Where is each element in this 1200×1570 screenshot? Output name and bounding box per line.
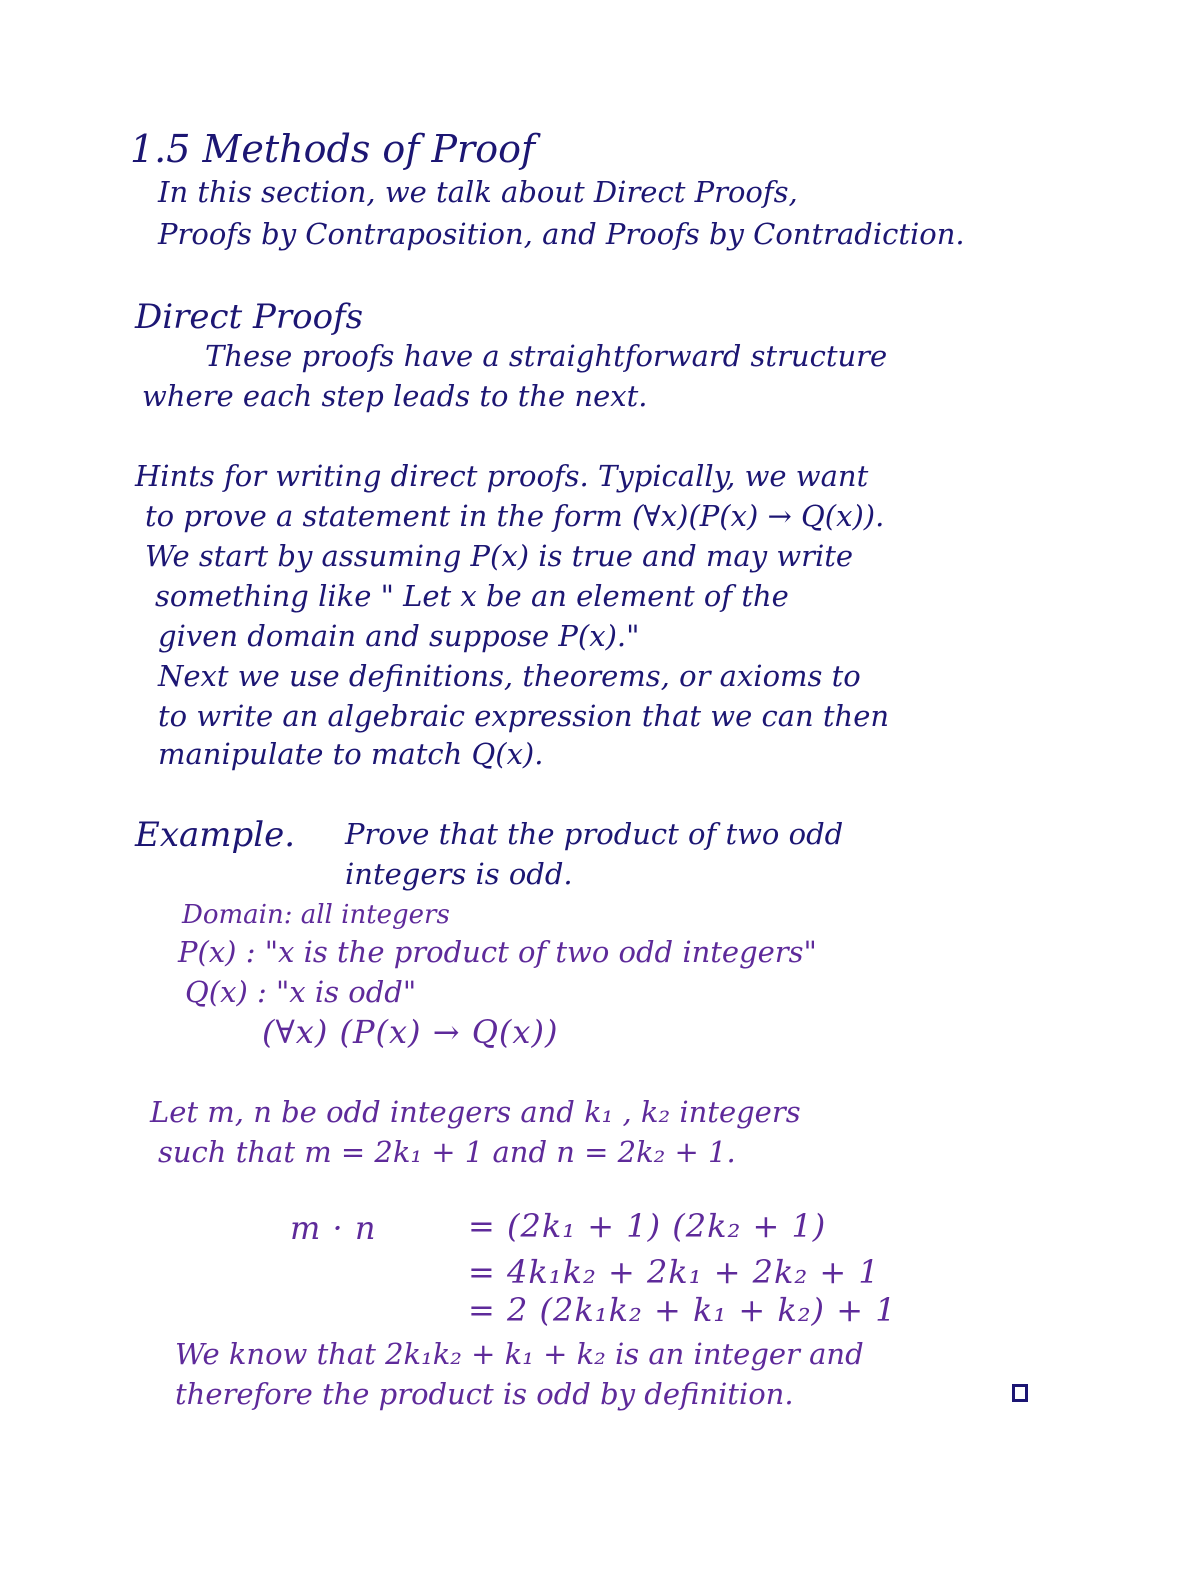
conclusion-line-1: We know that 2k₁k₂ + k₁ + k₂ is an integer and xyxy=(175,1337,864,1371)
hints-line-5: given domain and suppose P(x)." xyxy=(158,619,640,653)
hints-line-2: to prove a statement in the form (∀x)(P(x) → Q(x)). xyxy=(145,499,885,533)
direct-proofs-line-2: where each step leads to the next. xyxy=(142,379,648,413)
hints-line-1: Hints for writing direct proofs. Typically, we want xyxy=(135,459,869,493)
hints-line-6: Next we use definitions, theorems, or axioms to xyxy=(158,659,861,693)
hints-line-3: We start by assuming P(x) is true and may write xyxy=(145,539,854,573)
example-label: Example. xyxy=(135,815,296,855)
q-definition: Q(x) : "x is odd" xyxy=(185,975,417,1009)
derivation-step-1: = (2k₁ + 1) (2k₂ + 1) xyxy=(468,1207,827,1245)
hints-line-4: something like " Let x be an element of the xyxy=(155,579,789,613)
qed-square-icon xyxy=(1012,1384,1028,1402)
page-title: 1.5 Methods of Proof xyxy=(130,127,536,171)
direct-proofs-line-1: These proofs have a straightforward structure xyxy=(205,339,888,373)
intro-line-1: In this section, we talk about Direct Proofs, xyxy=(158,175,798,209)
derivation-step-2: = 4k₁k₂ + 2k₁ + 2k₂ + 1 xyxy=(468,1253,880,1291)
hints-line-8: manipulate to match Q(x). xyxy=(158,737,544,771)
intro-line-2: Proofs by Contraposition, and Proofs by Contradiction. xyxy=(158,217,965,251)
direct-proofs-heading: Direct Proofs xyxy=(135,297,364,337)
example-statement-line-1: Prove that the product of two odd xyxy=(345,817,844,851)
example-statement-line-2: integers is odd. xyxy=(345,857,573,891)
let-line-2: such that m = 2k₁ + 1 and n = 2k₂ + 1. xyxy=(158,1135,736,1169)
let-line-1: Let m, n be odd integers and k₁ , k₂ integers xyxy=(150,1095,801,1129)
derivation-lhs: m · n xyxy=(290,1209,377,1247)
quantified-formula: (∀x) (P(x) → Q(x)) xyxy=(262,1013,559,1051)
domain-line: Domain: all integers xyxy=(182,900,450,930)
p-definition: P(x) : "x is the product of two odd integers" xyxy=(178,935,817,969)
conclusion-line-2: therefore the product is odd by definition. xyxy=(175,1377,794,1411)
derivation-step-3: = 2 (2k₁k₂ + k₁ + k₂) + 1 xyxy=(468,1291,897,1329)
hints-line-7: to write an algebraic expression that we can then xyxy=(158,699,890,733)
